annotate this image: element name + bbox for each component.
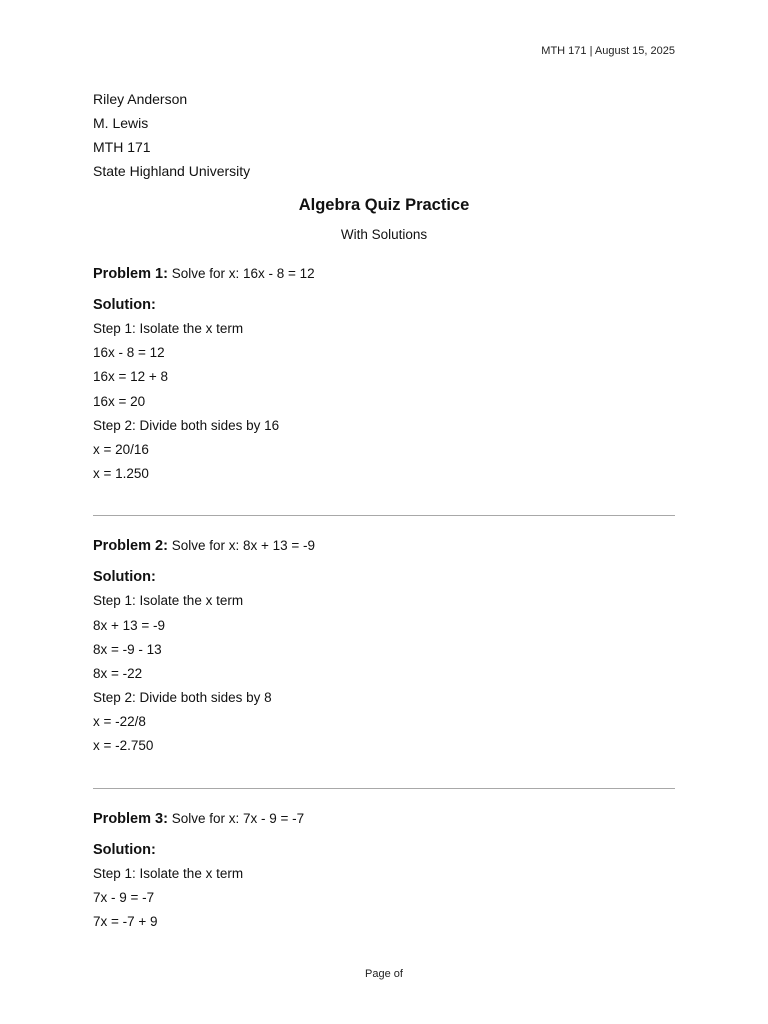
page-footer: Page of [365, 968, 403, 980]
document-body [93, 87, 675, 934]
document-subtitle: With Solutions [340, 227, 428, 242]
course-code: MTH 171 [93, 139, 151, 155]
problem-heading [93, 534, 675, 558]
problem-prompt: Solve for x: 7x - 9 = -7 [171, 810, 305, 826]
problem-2 [93, 534, 675, 758]
solution-step: 16x = 20 [93, 393, 146, 409]
solution-step: x = -2.750 [93, 738, 154, 754]
solution-step: 7x = -7 + 9 [93, 914, 158, 929]
student-name: Riley Anderson [93, 91, 188, 107]
solution-step: Step 1: Isolate the x term [93, 865, 244, 881]
problem-prompt: Solve for x: 8x + 13 = -9 [171, 538, 316, 554]
solution-step: 8x = -9 - 13 [93, 641, 162, 657]
solution-step: 16x - 8 = 12 [93, 345, 165, 361]
solution-step: 16x = 12 + 8 [93, 369, 169, 385]
solution-step: Step 1: Isolate the x term [93, 321, 244, 336]
problem-3 [93, 807, 675, 935]
meta-block [93, 87, 675, 183]
solution-step: Step 2: Divide both sides by 16 [93, 417, 280, 433]
problem-label: Problem 3: [93, 810, 168, 827]
solution-label: Solution: [93, 841, 156, 858]
solution-step: Step 1: Isolate the x term [93, 593, 244, 609]
running-head: MTH 171 | August 15, 2025 [541, 45, 675, 57]
problem-label: Problem 1: [93, 266, 168, 282]
problem-heading [93, 807, 675, 831]
section-divider [93, 515, 675, 516]
solution-step: 8x = -22 [93, 665, 143, 681]
solution-label: Solution: [93, 297, 156, 313]
solution-step: 8x + 13 = -9 [93, 617, 166, 633]
problem-1 [93, 262, 675, 486]
solution-step: x = 1.250 [93, 466, 149, 482]
problem-heading [93, 262, 675, 286]
instructor-name: M. Lewis [93, 115, 149, 131]
problem-label: Problem 2: [93, 538, 168, 555]
solution-step: x = 20/16 [93, 441, 149, 457]
institution-name: State Highland University [93, 163, 251, 179]
solution-step: Step 2: Divide both sides by 8 [93, 690, 272, 706]
section-divider [93, 788, 675, 789]
document-title: Algebra Quiz Practice [298, 196, 470, 214]
solution-step: x = -22/8 [93, 714, 146, 730]
solution-step: 7x - 9 = -7 [93, 889, 155, 905]
solution-label: Solution: [93, 569, 156, 586]
problem-prompt: Solve for x: 16x - 8 = 12 [171, 266, 315, 281]
